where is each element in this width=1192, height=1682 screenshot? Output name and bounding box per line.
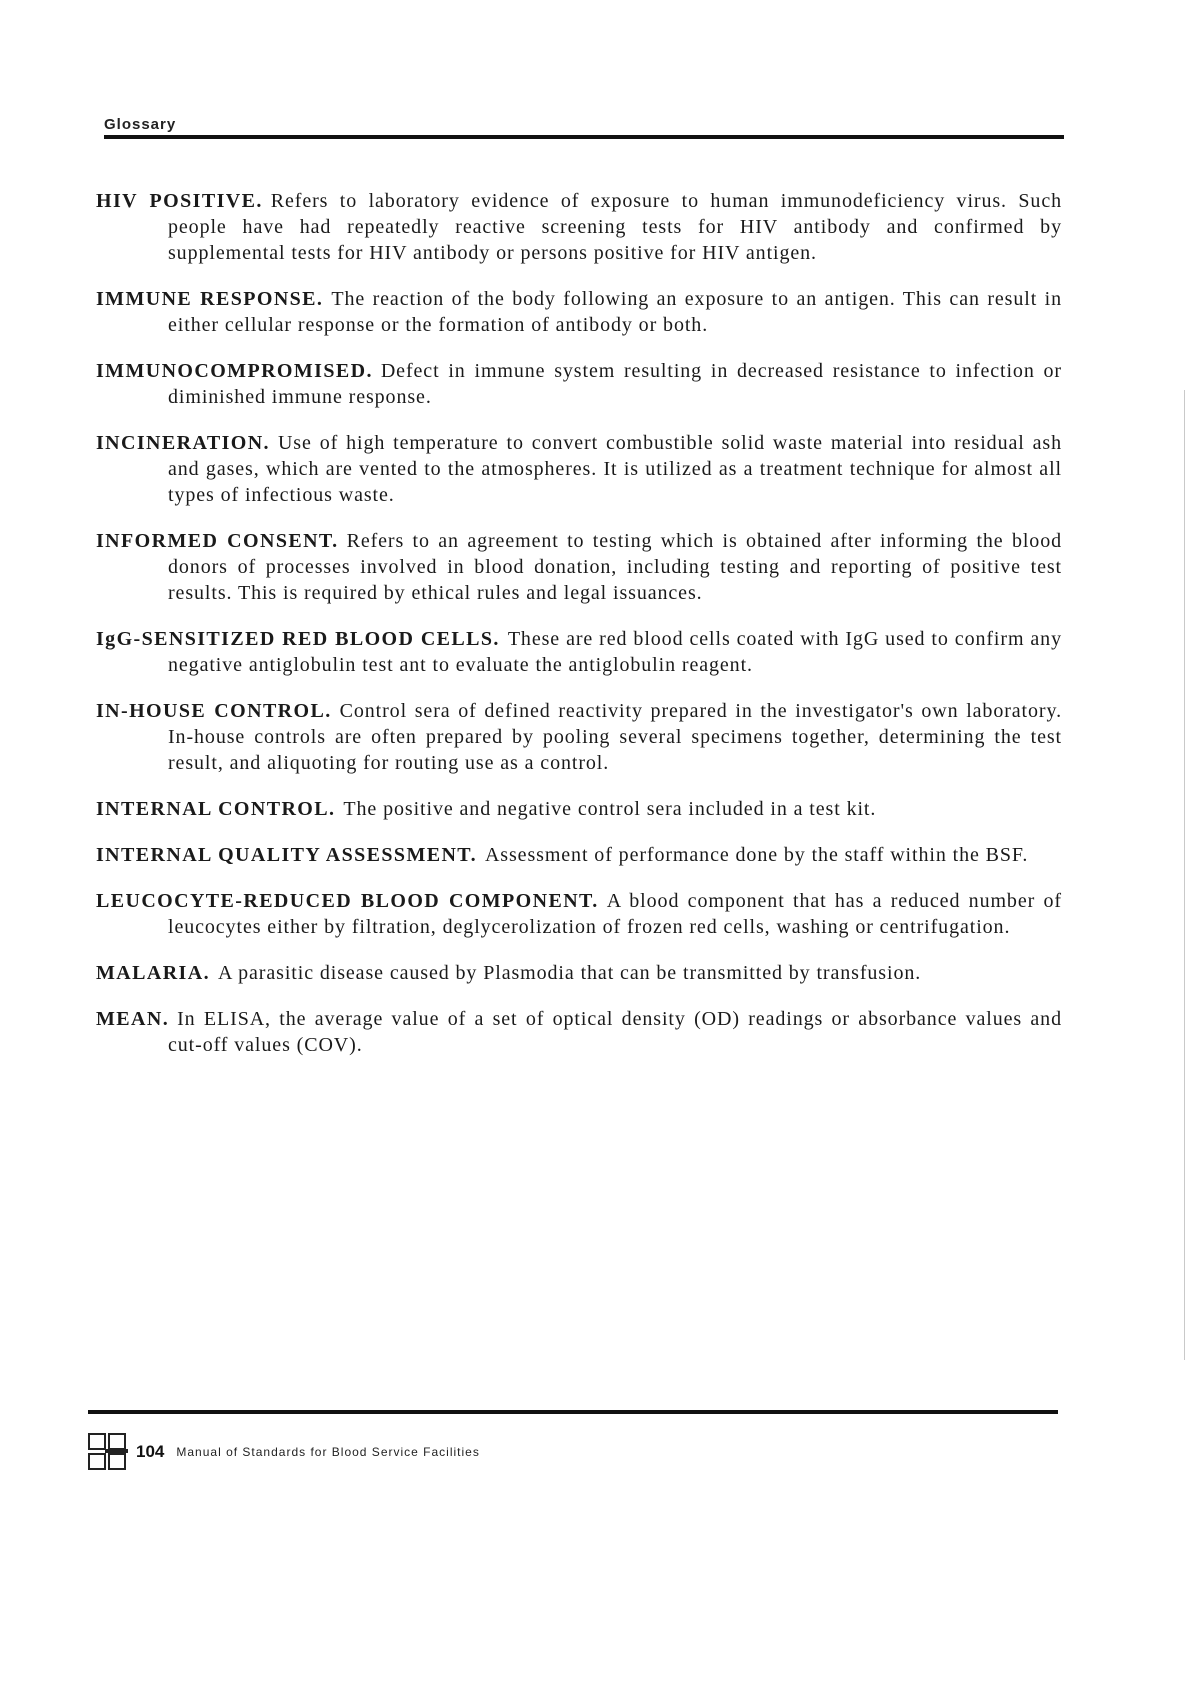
glossary-entry [96, 842, 1062, 868]
glossary-entry [96, 286, 1062, 338]
entry-definition: In ELISA, the average value of a set of optical density (OD) readings or absorbance values and cut-off values (COV). [168, 1008, 1062, 1056]
footer-divider [88, 1410, 1058, 1414]
glossary-entry [96, 188, 1062, 266]
entry-definition: A blood component that has a reduced number of leucocytes either by filtration, deglycerolization of frozen red cells, washing or centrifugation. [168, 890, 1062, 938]
glossary-entry [96, 888, 1062, 940]
entry-term: MEAN. [96, 1008, 170, 1030]
entry-definition: These are red blood cells coated with IgG used to confirm any negative antiglobulin test ant to evaluate the antiglobulin reagent. [168, 628, 1062, 676]
entry-term: INTERNAL CONTROL. [96, 798, 336, 820]
glossary-list [96, 168, 1062, 1078]
scan-margin-line [1184, 390, 1185, 1360]
glossary-entry [96, 528, 1062, 606]
entry-term: IMMUNOCOMPROMISED. [96, 360, 373, 382]
manual-logo-icon [88, 1433, 128, 1471]
entry-definition: Refers to laboratory evidence of exposure to human immunodeficiency virus. Such people have had repeatedly reactive screening tests for HIV antibody and confirmed by supplemental tests for HIV antibody or persons positive for HIV antigen. [168, 190, 1062, 264]
page-number: 104 [136, 1442, 165, 1461]
glossary-entry [96, 626, 1062, 678]
entry-definition: Use of high temperature to convert combustible solid waste material into residual ash and gases, which are vented to the atmospheres. It is utilized as a treatment technique for almost all types of infectious waste. [168, 432, 1062, 506]
entry-term: INTERNAL QUALITY ASSESSMENT. [96, 844, 477, 866]
entry-definition: Refers to an agreement to testing which is obtained after informing the blood donors of processes involved in blood donation, including testing and reporting of positive test results. This is required by ethical rules and legal issuances. [168, 530, 1062, 604]
entry-definition: Control sera of defined reactivity prepared in the investigator's own laboratory. In-house controls are often prepared by pooling several specimens together, determining the test result, and aliquoting for routing use as a control. [168, 700, 1062, 774]
publication-title: Manual of Standards for Blood Service Facilities [176, 1445, 480, 1459]
entry-term: INFORMED CONSENT. [96, 530, 339, 552]
entry-term: MALARIA. [96, 962, 210, 984]
entry-term: IMMUNE RESPONSE. [96, 288, 324, 310]
entry-term: HIV POSITIVE. [96, 190, 263, 212]
section-title: Glossary [104, 116, 177, 133]
entry-term: LEUCOCYTE-REDUCED BLOOD COMPONENT. [96, 890, 599, 912]
entry-term: INCINERATION. [96, 432, 270, 454]
page-header [104, 116, 1064, 138]
glossary-entry [96, 796, 1062, 822]
glossary-entry [96, 960, 1062, 986]
header-divider [104, 135, 1064, 139]
entry-term: IN-HOUSE CONTROL. [96, 700, 332, 722]
glossary-entry [96, 358, 1062, 410]
glossary-entry [96, 1006, 1062, 1058]
entry-definition: Assessment of performance done by the staff within the BSF. [484, 844, 1029, 866]
glossary-entry [96, 698, 1062, 776]
glossary-entry [96, 430, 1062, 508]
entry-definition: Defect in immune system resulting in decreased resistance to infection or diminished immune response. [168, 360, 1062, 408]
entry-definition: A parasitic disease caused by Plasmodia that can be transmitted by transfusion. [217, 962, 922, 984]
entry-term: IgG-SENSITIZED RED BLOOD CELLS. [96, 628, 500, 650]
page-footer [88, 1432, 480, 1472]
entry-definition: The positive and negative control sera included in a test kit. [343, 798, 877, 820]
entry-definition: The reaction of the body following an exposure to an antigen. This can result in either cellular response or the formation of antibody or both. [168, 288, 1062, 336]
